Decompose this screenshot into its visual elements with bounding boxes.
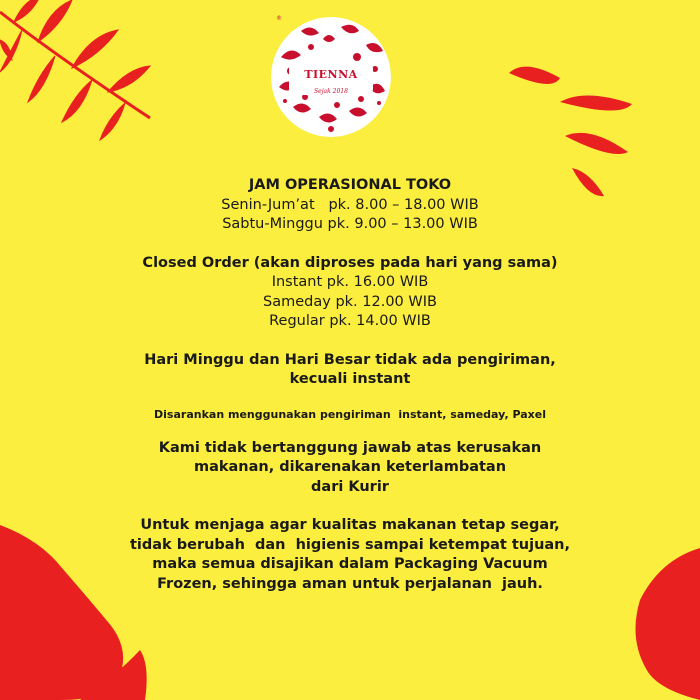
disclaimer-line: makanan, dikarenakan keterlambatan [193, 459, 507, 475]
packaging-note-line: tidak berubah dan higienis sampai ketempat tujuan, [129, 536, 571, 553]
packaging-note-line: Untuk menjaga agar kualitas makanan tetap segar, [140, 517, 560, 533]
closed-order-instant: Instant pk. 16.00 WIB [271, 274, 429, 290]
holiday-note-line: kecuali instant [289, 371, 411, 387]
logo-tagline: Sejak 2018 [314, 88, 348, 95]
packaging-note-line: maka semua disajikan dalam Packaging Vacuum [152, 556, 548, 572]
hours-weekday: Senin-Jum’at pk. 8.00 – 18.00 WIB [221, 196, 479, 213]
closed-order-heading: Closed Order (akan diproses pada hari yang sama) [142, 254, 558, 271]
closed-order-regular: Regular pk. 14.00 WIB [269, 313, 431, 329]
shipping-note: Disarankan menggunakan pengiriman instant, sameday, Paxel [154, 407, 546, 421]
brand-logo [271, 17, 391, 137]
logo-wordmark: TIENNA [304, 68, 358, 81]
disclaimer-line: Kami tidak bertanggung jawab atas kerusakan [158, 439, 542, 456]
closed-order-sameday: Sameday pk. 12.00 WIB [263, 293, 437, 310]
holiday-note-line: Hari Minggu dan Hari Besar tidak ada pengiriman, [144, 351, 556, 368]
hours-heading: JAM OPERASIONAL TOKO [248, 177, 452, 193]
registered-mark: ® [276, 15, 282, 22]
leaf-branch-icon [0, 0, 150, 140]
hours-weekend: Sabtu-Minggu pk. 9.00 – 13.00 WIB [222, 216, 478, 232]
info-content [50, 176, 650, 594]
packaging-note-line: Frozen, sehingga aman untuk perjalanan jauh. [157, 575, 543, 592]
disclaimer-line: dari Kurir [311, 478, 389, 495]
